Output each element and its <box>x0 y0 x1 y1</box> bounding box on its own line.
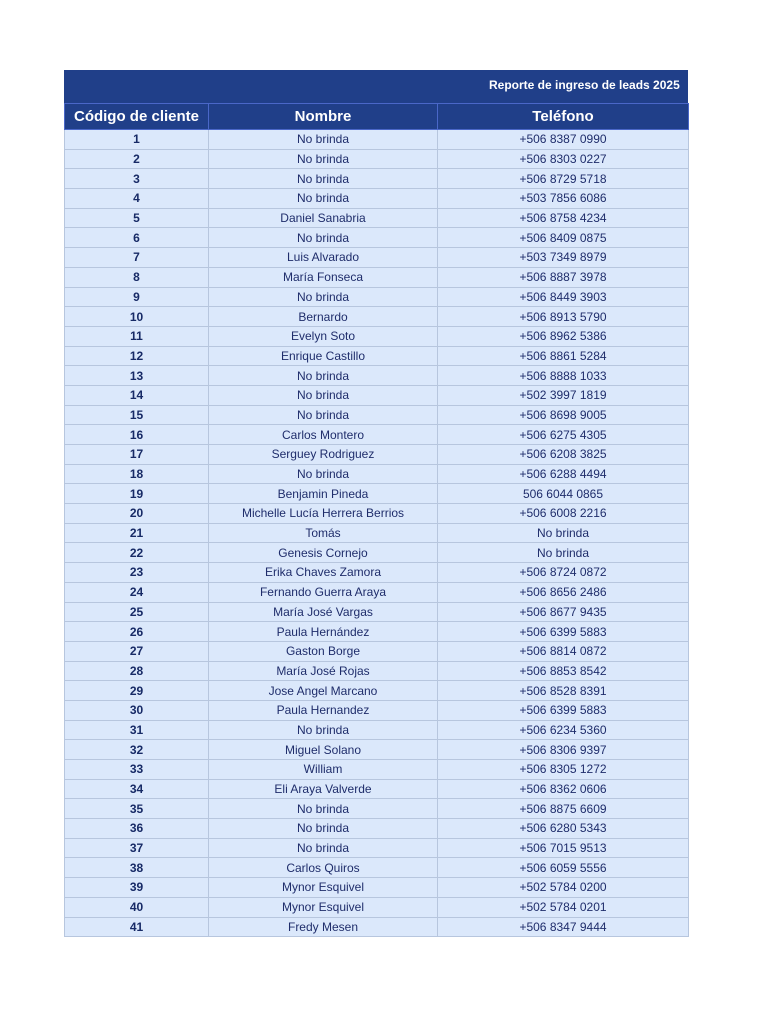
cell-code[interactable]: 8 <box>65 267 209 287</box>
table-row <box>65 287 689 307</box>
cell-phone[interactable]: +506 6399 5883 <box>438 700 689 720</box>
cell-code[interactable]: 21 <box>65 523 209 543</box>
cell-phone[interactable]: +506 6275 4305 <box>438 425 689 445</box>
cell-phone[interactable]: +506 8758 4234 <box>438 208 689 228</box>
table-row <box>65 622 689 642</box>
cell-phone[interactable]: +506 6280 5343 <box>438 819 689 839</box>
cell-name[interactable]: Michelle Lucía Herrera Berrios <box>209 504 438 524</box>
cell-code[interactable]: 20 <box>65 504 209 524</box>
cell-name[interactable]: Eli Araya Valverde <box>209 779 438 799</box>
cell-phone[interactable]: +506 6059 5556 <box>438 858 689 878</box>
cell-code[interactable]: 16 <box>65 425 209 445</box>
cell-name[interactable]: Miguel Solano <box>209 740 438 760</box>
table-row <box>65 169 689 189</box>
cell-phone[interactable]: +506 8913 5790 <box>438 307 689 327</box>
table-row <box>65 582 689 602</box>
cell-phone[interactable]: +506 8698 9005 <box>438 405 689 425</box>
table-row <box>65 208 689 228</box>
cell-phone[interactable]: +506 8387 0990 <box>438 130 689 150</box>
table-row <box>65 385 689 405</box>
cell-code[interactable]: 24 <box>65 582 209 602</box>
cell-phone[interactable]: +506 8875 6609 <box>438 799 689 819</box>
cell-phone[interactable]: +506 8677 9435 <box>438 602 689 622</box>
cell-name[interactable]: No brinda <box>209 366 438 386</box>
table-row <box>65 307 689 327</box>
cell-code[interactable]: 26 <box>65 622 209 642</box>
column-header-phone[interactable]: Teléfono <box>438 104 689 130</box>
table-row <box>65 189 689 209</box>
cell-code[interactable]: 4 <box>65 189 209 209</box>
cell-phone[interactable]: +506 8528 8391 <box>438 681 689 701</box>
table-body <box>65 130 689 937</box>
cell-code[interactable]: 2 <box>65 149 209 169</box>
cell-phone[interactable]: +506 6208 3825 <box>438 445 689 465</box>
cell-name[interactable]: Paula Hernandez <box>209 700 438 720</box>
cell-name[interactable]: William <box>209 760 438 780</box>
cell-phone[interactable]: No brinda <box>438 523 689 543</box>
cell-code[interactable]: 5 <box>65 208 209 228</box>
cell-code[interactable]: 34 <box>65 779 209 799</box>
cell-phone[interactable]: +506 6008 2216 <box>438 504 689 524</box>
cell-phone[interactable]: +506 8861 5284 <box>438 346 689 366</box>
cell-code[interactable]: 18 <box>65 464 209 484</box>
cell-name[interactable]: No brinda <box>209 405 438 425</box>
cell-phone[interactable]: +506 8409 0875 <box>438 228 689 248</box>
cell-code[interactable]: 17 <box>65 445 209 465</box>
table-row <box>65 779 689 799</box>
cell-name[interactable]: Serguey Rodriguez <box>209 445 438 465</box>
cell-phone[interactable]: +506 8724 0872 <box>438 563 689 583</box>
cell-code[interactable]: 13 <box>65 366 209 386</box>
table-row <box>65 760 689 780</box>
cell-name[interactable]: Fernando Guerra Araya <box>209 582 438 602</box>
table-row <box>65 326 689 346</box>
cell-phone[interactable]: +506 8303 0227 <box>438 149 689 169</box>
cell-phone[interactable]: +506 8888 1033 <box>438 366 689 386</box>
cell-code[interactable]: 14 <box>65 385 209 405</box>
header-row <box>65 104 689 130</box>
cell-code[interactable]: 23 <box>65 563 209 583</box>
cell-name[interactable]: María Fonseca <box>209 267 438 287</box>
cell-phone[interactable]: +502 5784 0201 <box>438 897 689 917</box>
cell-phone[interactable]: +506 8347 9444 <box>438 917 689 937</box>
report-title-bar <box>64 70 688 103</box>
cell-name[interactable]: No brinda <box>209 838 438 858</box>
table-row <box>65 838 689 858</box>
cell-name[interactable]: Gaston Borge <box>209 641 438 661</box>
cell-code[interactable]: 7 <box>65 248 209 268</box>
table-row <box>65 878 689 898</box>
cell-name[interactable]: María José Vargas <box>209 602 438 622</box>
cell-phone[interactable]: +506 8449 3903 <box>438 287 689 307</box>
cell-code[interactable]: 37 <box>65 838 209 858</box>
table-row <box>65 484 689 504</box>
cell-phone[interactable]: +503 7856 6086 <box>438 189 689 209</box>
cell-phone[interactable]: +506 8656 2486 <box>438 582 689 602</box>
cell-code[interactable]: 9 <box>65 287 209 307</box>
cell-code[interactable]: 12 <box>65 346 209 366</box>
cell-name[interactable]: Mynor Esquivel <box>209 897 438 917</box>
cell-code[interactable]: 38 <box>65 858 209 878</box>
cell-phone[interactable]: +506 6399 5883 <box>438 622 689 642</box>
cell-name[interactable]: No brinda <box>209 189 438 209</box>
table-row <box>65 425 689 445</box>
cell-name[interactable]: Luis Alvarado <box>209 248 438 268</box>
table-row <box>65 228 689 248</box>
cell-phone[interactable]: +506 8729 5718 <box>438 169 689 189</box>
table-row <box>65 819 689 839</box>
table-row <box>65 248 689 268</box>
cell-name[interactable]: No brinda <box>209 130 438 150</box>
table-row <box>65 405 689 425</box>
cell-name[interactable]: No brinda <box>209 287 438 307</box>
cell-name[interactable]: Carlos Quiros <box>209 858 438 878</box>
cell-code[interactable]: 6 <box>65 228 209 248</box>
cell-name[interactable]: Mynor Esquivel <box>209 878 438 898</box>
cell-name[interactable]: No brinda <box>209 720 438 740</box>
cell-name[interactable]: Evelyn Soto <box>209 326 438 346</box>
table-row <box>65 563 689 583</box>
cell-phone[interactable]: +506 8305 1272 <box>438 760 689 780</box>
cell-code[interactable]: 10 <box>65 307 209 327</box>
table-row <box>65 366 689 386</box>
table-row <box>65 681 689 701</box>
cell-code[interactable]: 30 <box>65 700 209 720</box>
cell-phone[interactable]: +506 8962 5386 <box>438 326 689 346</box>
cell-name[interactable]: No brinda <box>209 819 438 839</box>
cell-code[interactable]: 3 <box>65 169 209 189</box>
table-row <box>65 799 689 819</box>
cell-name[interactable]: Erika Chaves Zamora <box>209 563 438 583</box>
cell-name[interactable]: Tomás <box>209 523 438 543</box>
cell-code[interactable]: 33 <box>65 760 209 780</box>
table-row <box>65 464 689 484</box>
table-row <box>65 504 689 524</box>
cell-code[interactable]: 1 <box>65 130 209 150</box>
cell-code[interactable]: 25 <box>65 602 209 622</box>
cell-phone[interactable]: +506 8306 9397 <box>438 740 689 760</box>
report-title: Reporte de ingreso de leads 2025 <box>489 78 680 92</box>
cell-name[interactable]: No brinda <box>209 385 438 405</box>
cell-code[interactable]: 11 <box>65 326 209 346</box>
cell-name[interactable]: Enrique Castillo <box>209 346 438 366</box>
cell-phone[interactable]: +506 6234 5360 <box>438 720 689 740</box>
cell-code[interactable]: 39 <box>65 878 209 898</box>
table-row <box>65 917 689 937</box>
table-row <box>65 720 689 740</box>
cell-name[interactable]: Benjamin Pineda <box>209 484 438 504</box>
cell-code[interactable]: 35 <box>65 799 209 819</box>
cell-code[interactable]: 31 <box>65 720 209 740</box>
cell-phone[interactable]: +506 8814 0872 <box>438 641 689 661</box>
cell-name[interactable]: Bernardo <box>209 307 438 327</box>
table-row <box>65 740 689 760</box>
cell-phone[interactable]: +502 3997 1819 <box>438 385 689 405</box>
cell-code[interactable]: 32 <box>65 740 209 760</box>
cell-name[interactable]: Daniel Sanabria <box>209 208 438 228</box>
table-row <box>65 149 689 169</box>
table-row <box>65 543 689 563</box>
table-row <box>65 523 689 543</box>
cell-phone[interactable]: +506 8887 3978 <box>438 267 689 287</box>
table-row <box>65 346 689 366</box>
table-row <box>65 897 689 917</box>
cell-phone[interactable]: +506 6288 4494 <box>438 464 689 484</box>
cell-phone[interactable]: +506 8362 0606 <box>438 779 689 799</box>
cell-name[interactable]: Paula Hernández <box>209 622 438 642</box>
column-header-code[interactable]: Código de cliente <box>65 104 209 130</box>
table-row <box>65 661 689 681</box>
cell-name[interactable]: No brinda <box>209 799 438 819</box>
cell-name[interactable]: No brinda <box>209 169 438 189</box>
table-row <box>65 267 689 287</box>
cell-name[interactable]: No brinda <box>209 228 438 248</box>
cell-name[interactable]: No brinda <box>209 149 438 169</box>
cell-name[interactable]: No brinda <box>209 464 438 484</box>
leads-spreadsheet <box>64 70 688 937</box>
cell-code[interactable]: 29 <box>65 681 209 701</box>
cell-phone[interactable]: +502 5784 0200 <box>438 878 689 898</box>
cell-phone[interactable]: +506 7015 9513 <box>438 838 689 858</box>
cell-name[interactable]: Jose Angel Marcano <box>209 681 438 701</box>
cell-phone[interactable]: +503 7349 8979 <box>438 248 689 268</box>
table-row <box>65 130 689 150</box>
cell-code[interactable]: 28 <box>65 661 209 681</box>
cell-code[interactable]: 41 <box>65 917 209 937</box>
cell-name[interactable]: Carlos Montero <box>209 425 438 445</box>
table-row <box>65 700 689 720</box>
cell-code[interactable]: 15 <box>65 405 209 425</box>
table-row <box>65 858 689 878</box>
column-header-name[interactable]: Nombre <box>209 104 438 130</box>
cell-phone[interactable]: 506 6044 0865 <box>438 484 689 504</box>
cell-code[interactable]: 27 <box>65 641 209 661</box>
cell-name[interactable]: María José Rojas <box>209 661 438 681</box>
cell-name[interactable]: Genesis Cornejo <box>209 543 438 563</box>
cell-code[interactable]: 19 <box>65 484 209 504</box>
leads-table <box>64 103 689 937</box>
cell-code[interactable]: 22 <box>65 543 209 563</box>
cell-name[interactable]: Fredy Mesen <box>209 917 438 937</box>
cell-phone[interactable]: No brinda <box>438 543 689 563</box>
cell-code[interactable]: 36 <box>65 819 209 839</box>
table-row <box>65 602 689 622</box>
cell-code[interactable]: 40 <box>65 897 209 917</box>
table-row <box>65 641 689 661</box>
cell-phone[interactable]: +506 8853 8542 <box>438 661 689 681</box>
table-row <box>65 445 689 465</box>
